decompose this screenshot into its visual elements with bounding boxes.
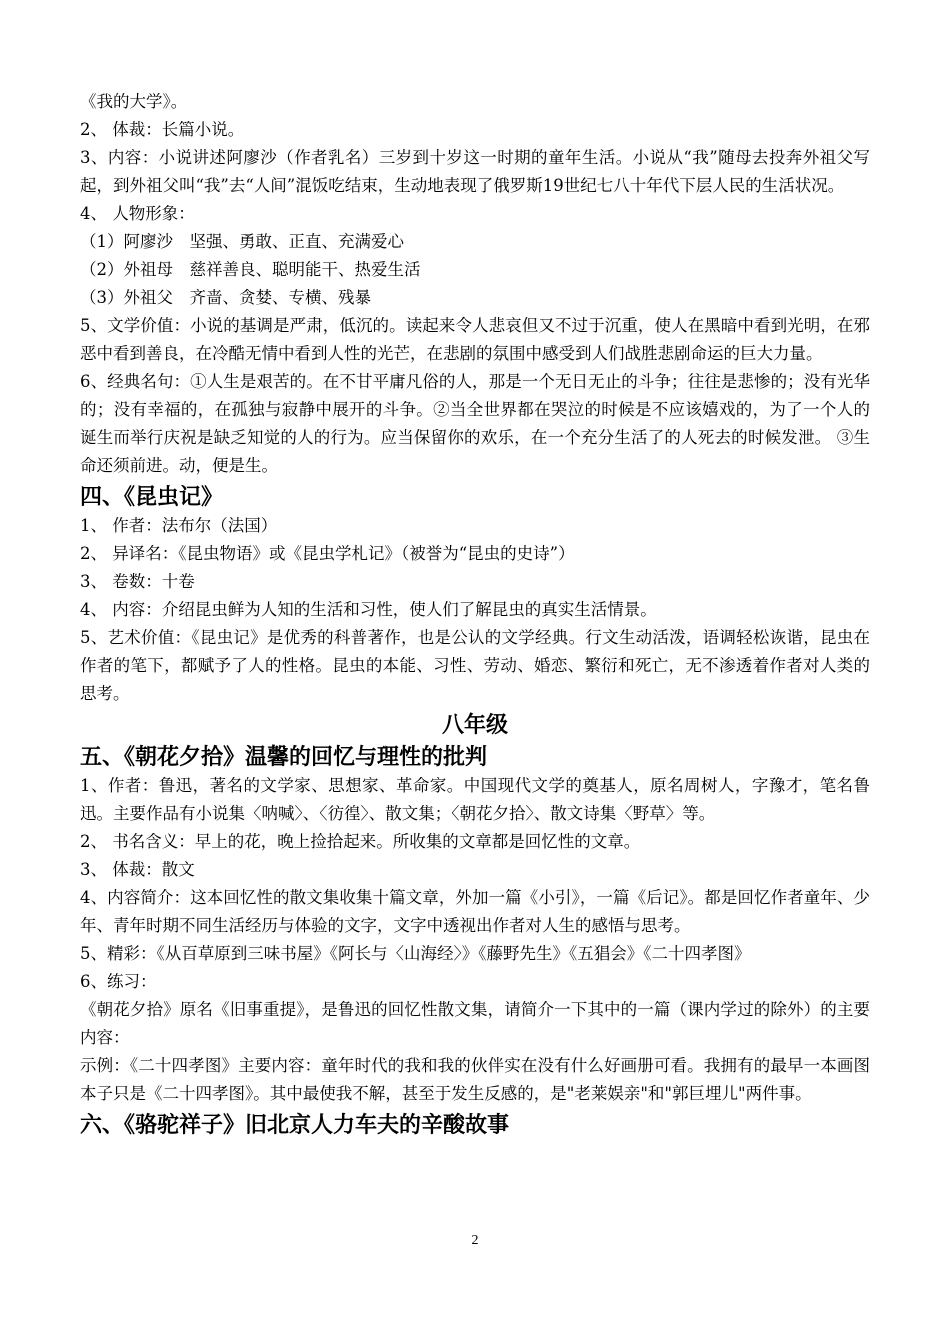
grade-title: 八年级 [441, 712, 508, 738]
body-line: 《我的大学》。 [80, 92, 188, 111]
body-line: 2、 体裁：长篇小说。 [80, 120, 245, 139]
section-heading: 六、《骆驼祥子》旧北京人力车夫的辛酸故事 [80, 1112, 510, 1138]
character-item: （3）外祖父 齐啬、贪婪、专横、残暴 [80, 288, 371, 307]
body-line: 3、 体裁：散文 [80, 860, 195, 879]
character-item: （2）外祖母 慈祥善良、聪明能干、热爱生活 [80, 260, 421, 279]
body-line: 4、 内容：介绍昆虫鲜为人知的生活和习性，使人们了解昆虫的真实生活情景。 [80, 600, 657, 619]
body-line: 2、 书名含义：早上的花，晚上捡拾起来。所收集的文章都是回忆性的文章。 [80, 832, 641, 851]
section-heading: 四、《昆虫记》 [80, 484, 224, 510]
body-line: 5、文学价值：小说的基调是严肃，低沉的。读起来令人悲哀但又不过于沉重，使人在黑暗中看到光明，在邪恶中看到善良，在冷酷无情中看到人性的光芒，在悲剧的氛围中感受到人们战胜悲剧命运的巨大力量。 [80, 316, 870, 363]
body-line: 1、 作者：法布尔（法国） [80, 516, 278, 535]
page-number: 2 [471, 1233, 479, 1248]
body-line: 2、 异译名：《昆虫物语》或《昆虫学札记》（被誉为“昆虫的史诗”） [80, 544, 575, 563]
body-line: 4、 人物形象： [80, 204, 195, 223]
body-line: 6、经典名句：①人生是艰苦的。在不甘平庸凡俗的人，那是一个无日无止的斗争；往往是悲惨的；没有光华的；没有幸福的，在孤独与寂静中展开的斗争。②当全世界都在哭泣的时候是不应该嬉戏的，为了一个人的诞生而举行庆祝是缺乏知觉的人的行为。应当保留你的欢乐，在一个充分生活了的人死去的时候发泄。 ③生命还须前进。动，便是生。 [80, 372, 870, 475]
body-line: 5、精彩：《从百草原到三味书屋》《阿长与〈山海经〉》《藤野先生》《五猖会》《二十四孝图》 [80, 944, 751, 963]
character-item: （1）阿廖沙 坚强、勇敢、正直、充满爱心 [80, 232, 404, 251]
body-line: 6、练习： [80, 972, 157, 991]
body-line: 3、内容：小说讲述阿廖沙（作者乳名）三岁到十岁这一时期的童年生活。小说从“我”随母去投奔外祖父写起，到外祖父叫“我”去“人间”混饭吃结束，生动地表现了俄罗斯19世纪七八十年代下层人民的生活状况。 [80, 148, 870, 195]
body-line: 示例：《二十四孝图》主要内容：童年时代的我和我的伙伴实在没有什么好画册可看。我拥有的最早一本画图本子只是《二十四孝图》。其中最使我不解，甚至于发生反感的，是"老莱娱亲"和"郭巨埋儿"两件事。 [80, 1056, 870, 1103]
section-heading: 五、《朝花夕拾》温馨的回忆与理性的批判 [80, 744, 488, 770]
body-line: 4、内容简介：这本回忆性的散文集收集十篇文章，外加一篇《小引》，一篇《后记》。都是回忆作者童年、少年、青年时期不同生活经历与体验的文字，文字中透视出作者对人生的感悟与思考。 [80, 888, 870, 935]
body-line: 1、作者：鲁迅，著名的文学家、思想家、革命家。中国现代文学的奠基人，原名周树人，字豫才，笔名鲁迅。主要作品有小说集〈呐喊〉、〈彷徨〉、散文集；〈朝花夕拾〉、散文诗集〈野草〉等。 [80, 776, 870, 823]
body-line: 5、艺术价值：《昆虫记》是优秀的科普著作，也是公认的文学经典。行文生动活泼，语调轻松诙谐，昆虫在作者的笔下，都赋予了人的性格。昆虫的本能、习性、劳动、婚恋、繁衍和死亡，无不渗透着作者对人类的思考。 [80, 628, 870, 703]
body-line: 3、 卷数：十卷 [80, 572, 195, 591]
body-line: 《朝花夕拾》原名《旧事重提》，是鲁迅的回忆性散文集，请简介一下其中的一篇（课内学过的除外）的主要内容： [80, 1000, 870, 1047]
